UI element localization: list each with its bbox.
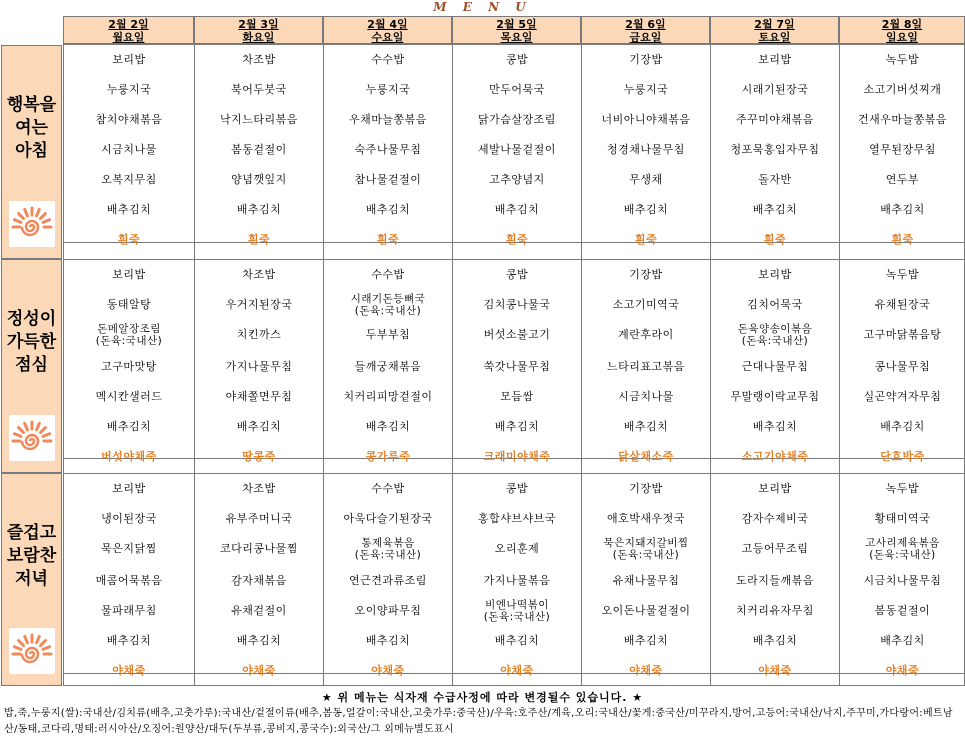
dish-cell: 숙주나물무침	[354, 143, 422, 156]
day-date: 2월 3일	[238, 18, 279, 31]
dish-cell: 청경채나물무침	[607, 143, 685, 156]
dish-cell: 만두어묵국	[489, 83, 545, 96]
dish-cell: 홍합샤브샤브국	[478, 512, 556, 525]
dish-cell: 모듬쌈	[500, 390, 534, 403]
dish-cell: 근대나물무침	[741, 360, 809, 373]
dish-cell: 양념깻잎지	[231, 173, 287, 186]
day-date: 2월 6일	[625, 18, 666, 31]
dish-cell: 배추김치	[623, 634, 669, 647]
dish-cell: 아욱다슬기된장국	[343, 512, 433, 525]
dish-cell: 보리밥	[758, 482, 792, 495]
day-weekday: 화요일	[242, 31, 275, 44]
porridge-cell: 닭살채소죽	[618, 450, 674, 463]
dish-cell: 북어두붓국	[231, 83, 287, 96]
porridge-cell: 버섯야채죽	[101, 450, 157, 463]
meal-label-2	[1, 259, 62, 473]
dish-cell: 황태미역국	[874, 512, 931, 525]
dish-cell: 배추김치	[236, 634, 282, 647]
dish-cell: 배추김치	[752, 420, 798, 433]
dish-cell: 시금치나물무침	[863, 574, 942, 587]
porridge-cell: 흰죽	[247, 233, 271, 246]
dish-cell: 차조밥	[242, 482, 276, 495]
day-date: 2월 8일	[881, 18, 923, 31]
dish-cell: 콩밥	[505, 268, 529, 281]
dish-cell: 배추김치	[106, 203, 152, 216]
meal-label-line: 아침	[15, 141, 48, 161]
dish-cell: 녹두밥	[885, 482, 920, 495]
dish-cell: 너비아니야채볶음	[601, 113, 691, 126]
day-header-1	[63, 16, 194, 44]
dish-cell: 계란후라이	[618, 328, 674, 341]
meal-label-line: 저녁	[15, 569, 48, 589]
meal-label-line: 정성이	[6, 309, 57, 329]
meal-label-line: 가득한	[6, 332, 57, 352]
porridge-cell: 야채죽	[242, 664, 276, 677]
dish-cell: 고구마닭볶음탕	[863, 328, 942, 341]
porridge-cell: 땅콩죽	[242, 450, 276, 463]
porridge-cell: 흰죽	[634, 233, 658, 246]
dish-cell: 배추김치	[494, 634, 540, 647]
meal-label-line: 점심	[15, 355, 48, 375]
dish-cell: 냉이된장국	[101, 512, 157, 525]
sun-swirl-icon	[9, 415, 55, 461]
dish-cell: 보리밥	[112, 53, 146, 66]
dish-cell: 느타리표고볶음	[607, 360, 685, 373]
day-date: 2월 4일	[367, 18, 408, 31]
porridge-cell: 흰죽	[891, 233, 914, 246]
day-header-7	[839, 16, 965, 44]
dish-cell: 기장밥	[629, 482, 663, 495]
dish-cell: 배추김치	[623, 420, 669, 433]
porridge-cell: 야채죽	[112, 664, 146, 677]
dish-cell: 유채나물무침	[612, 574, 680, 587]
dish-cell: 애호박새우젓국	[607, 512, 685, 525]
dish-cell: 녹두밥	[885, 53, 920, 66]
dish-cell: 누룽지국	[106, 83, 152, 96]
day-date: 2월 5일	[496, 18, 537, 31]
dish-cell: 청포묵홍입자무침	[730, 143, 820, 156]
dish-cell: 차조밥	[242, 268, 276, 281]
dish-cell: 쑥갓나물무침	[483, 360, 551, 373]
day-weekday: 일요일	[886, 31, 918, 44]
dish-cell: 연근견과류조림	[349, 574, 427, 587]
dish-cell: 김치어묵국	[747, 298, 803, 311]
dish-cell: 콩나물무침	[874, 360, 931, 373]
dish-cell: 매콤어묵볶음	[95, 574, 163, 587]
porridge-cell: 크래미야채죽	[483, 450, 551, 463]
dish-cell: 보리밥	[758, 268, 792, 281]
dish-cell: 가지나물볶음	[483, 574, 551, 587]
dish-cell: 야채쫄면무침	[225, 390, 293, 403]
day-header-4	[452, 16, 581, 44]
dish-cell: 우채마늘쫑볶음	[349, 113, 427, 126]
dish-cell: 감자수제비국	[741, 512, 809, 525]
meal-block-3	[63, 473, 965, 686]
dish-cell: 유채된장국	[874, 298, 931, 311]
dish-cell: 두부부침	[365, 328, 411, 341]
porridge-cell: 야채죽	[500, 664, 534, 677]
dish-cell: 비엔나떡볶이 (돈육:국내산)	[483, 599, 551, 623]
menu-title: M E N U	[433, 0, 532, 14]
dish-cell: 오이양파무침	[354, 604, 422, 617]
dish-cell: 묵은지닭찜	[101, 542, 157, 555]
dish-cell: 치커리피망겉절이	[343, 390, 433, 403]
dish-cell: 세발나물겉절이	[478, 143, 556, 156]
meal-label-line: 행복을	[6, 95, 57, 115]
dish-cell: 연두부	[885, 173, 920, 186]
dish-cell: 보리밥	[112, 268, 146, 281]
dish-cell: 시래기돈등뼈국 (돈육:국내산)	[350, 293, 426, 317]
dish-cell: 동태알탕	[106, 298, 152, 311]
day-header-5	[581, 16, 710, 44]
dish-cell: 배추김치	[236, 420, 282, 433]
dish-cell: 수수밥	[371, 53, 405, 66]
meal-label-line: 즐겁고	[6, 523, 57, 543]
sun-swirl-icon	[9, 201, 55, 247]
dish-cell: 오복지무침	[101, 173, 157, 186]
porridge-cell: 야채죽	[885, 664, 920, 677]
dish-cell: 참나물겉절이	[354, 173, 422, 186]
day-date: 2월 7일	[754, 18, 795, 31]
porridge-cell: 야채죽	[758, 664, 792, 677]
dish-cell: 열무된장무침	[869, 143, 936, 156]
dish-cell: 무생채	[629, 173, 663, 186]
meal-label-line: 여는	[15, 118, 48, 138]
day-header-2	[194, 16, 323, 44]
day-weekday: 금요일	[629, 31, 662, 44]
dish-cell: 유채겉절이	[231, 604, 287, 617]
dish-cell: 치킨까스	[236, 328, 282, 341]
dish-cell: 보리밥	[758, 53, 792, 66]
dish-cell: 배추김치	[880, 420, 925, 433]
dish-cell: 배추김치	[236, 203, 282, 216]
dish-cell: 콩밥	[505, 53, 529, 66]
dish-cell: 배추김치	[880, 203, 925, 216]
dish-cell: 시금치나물	[618, 390, 674, 403]
dish-cell: 고등어무조림	[741, 542, 809, 555]
meal-block-1	[63, 44, 965, 260]
dish-cell: 배추김치	[752, 203, 798, 216]
dish-cell: 배추김치	[365, 203, 411, 216]
dish-cell: 시래기된장국	[741, 83, 809, 96]
dish-cell: 누룽지국	[365, 83, 411, 96]
dish-cell: 낙지느타리볶음	[220, 113, 298, 126]
meal-label-3	[1, 473, 62, 686]
dish-cell: 배추김치	[752, 634, 798, 647]
porridge-cell: 소고기야채죽	[741, 450, 809, 463]
dish-cell: 오리훈제	[494, 542, 540, 555]
day-weekday: 목요일	[500, 31, 533, 44]
menu-change-notice: ★ 위 메뉴는 식자재 수급사정에 따라 변경될수 있습니다. ★	[321, 691, 644, 704]
dish-cell: 실곤약겨자무침	[863, 390, 942, 403]
dish-cell: 배추김치	[623, 203, 669, 216]
dish-cell: 배추김치	[106, 634, 152, 647]
dish-cell: 멕시칸샐러드	[95, 390, 163, 403]
dish-cell: 들깨궁채볶음	[354, 360, 422, 373]
porridge-cell: 야채죽	[371, 664, 405, 677]
dish-cell: 김치콩나물국	[483, 298, 551, 311]
dish-cell: 오이돈나물겉절이	[601, 604, 691, 617]
dish-cell: 봄동겉절이	[874, 604, 931, 617]
dish-cell: 배추김치	[880, 634, 925, 647]
porridge-cell: 단호박죽	[880, 450, 925, 463]
dish-cell: 누룽지국	[623, 83, 669, 96]
dish-cell: 무말랭이락교무침	[730, 390, 820, 403]
porridge-cell: 흰죽	[505, 233, 529, 246]
dish-cell: 배추김치	[494, 203, 540, 216]
dish-cell: 배추김치	[365, 420, 411, 433]
dish-cell: 소고기버섯찌개	[863, 83, 942, 96]
dish-cell: 물파래무침	[101, 604, 157, 617]
dish-cell: 통제육볶음 (돈육:국내산)	[354, 537, 422, 561]
day-header-3	[323, 16, 452, 44]
dish-cell: 참치야채볶음	[95, 113, 163, 126]
dish-cell: 버섯소불고기	[483, 328, 551, 341]
dish-cell: 시금치나물	[101, 143, 157, 156]
dish-cell: 소고기미역국	[612, 298, 680, 311]
dish-cell: 수수밥	[371, 482, 405, 495]
dish-cell: 기장밥	[629, 268, 663, 281]
dish-cell: 우거지된장국	[225, 298, 293, 311]
meal-label-1	[1, 45, 62, 259]
porridge-cell: 흰죽	[376, 233, 400, 246]
dish-cell: 닭가슴살장조림	[478, 113, 556, 126]
dish-cell: 치커리유자무침	[736, 604, 814, 617]
day-header-6	[710, 16, 839, 44]
porridge-cell: 흰죽	[117, 233, 141, 246]
day-weekday: 토요일	[758, 31, 791, 44]
dish-cell: 보리밥	[112, 482, 146, 495]
meal-block-2	[63, 259, 965, 474]
porridge-cell: 콩가루죽	[365, 450, 411, 463]
dish-cell: 주꾸미야채볶음	[736, 113, 814, 126]
dish-cell: 배추김치	[494, 420, 540, 433]
day-weekday: 월요일	[112, 31, 145, 44]
origin-note: 밥,죽,누룽지(쌀):국내산/김치류(배추,고춧가루):국내산/겉절이류(배추,봄동,얼갈이:국내산,고춧가루:중국산)/우육:호주산/계육,오리:국내산/꽃게:중국산/미꾸라지,방어,고등어:국내산/낙지,주꾸미,가다랑어:베트남산/동태,코다리,명태:러시아산/오징어:원양산/대두(두부류,콩비지,콩국수):외국산/그 외메뉴별도표시	[4, 708, 953, 735]
dish-cell: 고사리제육볶음 (돈육:국내산)	[865, 537, 940, 561]
dish-cell: 도라지들깨볶음	[736, 574, 814, 587]
porridge-cell: 야채죽	[629, 664, 663, 677]
weekly-menu-table	[0, 16, 965, 686]
dish-cell: 차조밥	[242, 53, 276, 66]
dish-cell: 콩밥	[505, 482, 529, 495]
dish-cell: 감자채볶음	[231, 574, 287, 587]
dish-cell: 기장밥	[629, 53, 663, 66]
dish-cell: 고추양념지	[489, 173, 545, 186]
day-date: 2월 2일	[108, 18, 149, 31]
dish-cell: 배추김치	[106, 420, 152, 433]
day-weekday: 수요일	[371, 31, 404, 44]
dish-cell: 돈메알장조림 (돈육:국내산)	[95, 323, 163, 347]
dish-cell: 배추김치	[365, 634, 411, 647]
dish-cell: 수수밥	[371, 268, 405, 281]
dish-cell: 유부주머니국	[225, 512, 293, 525]
dish-cell: 돈육양송이볶음 (돈육:국내산)	[737, 323, 813, 347]
dish-cell: 돌자반	[758, 173, 792, 186]
dish-cell: 묵은지돼지갈비찜 (돈육:국내산)	[603, 537, 689, 561]
meal-label-line: 보람찬	[6, 546, 57, 566]
dish-cell: 고구마맛탕	[101, 360, 157, 373]
dish-cell: 코다리콩나물찜	[220, 542, 298, 555]
sun-swirl-icon	[9, 628, 55, 674]
dish-cell: 건새우마늘쫑볶음	[857, 113, 947, 126]
dish-cell: 가지나물무침	[225, 360, 293, 373]
porridge-cell: 흰죽	[763, 233, 787, 246]
dish-cell: 녹두밥	[885, 268, 920, 281]
dish-cell: 봄동겉절이	[231, 143, 287, 156]
